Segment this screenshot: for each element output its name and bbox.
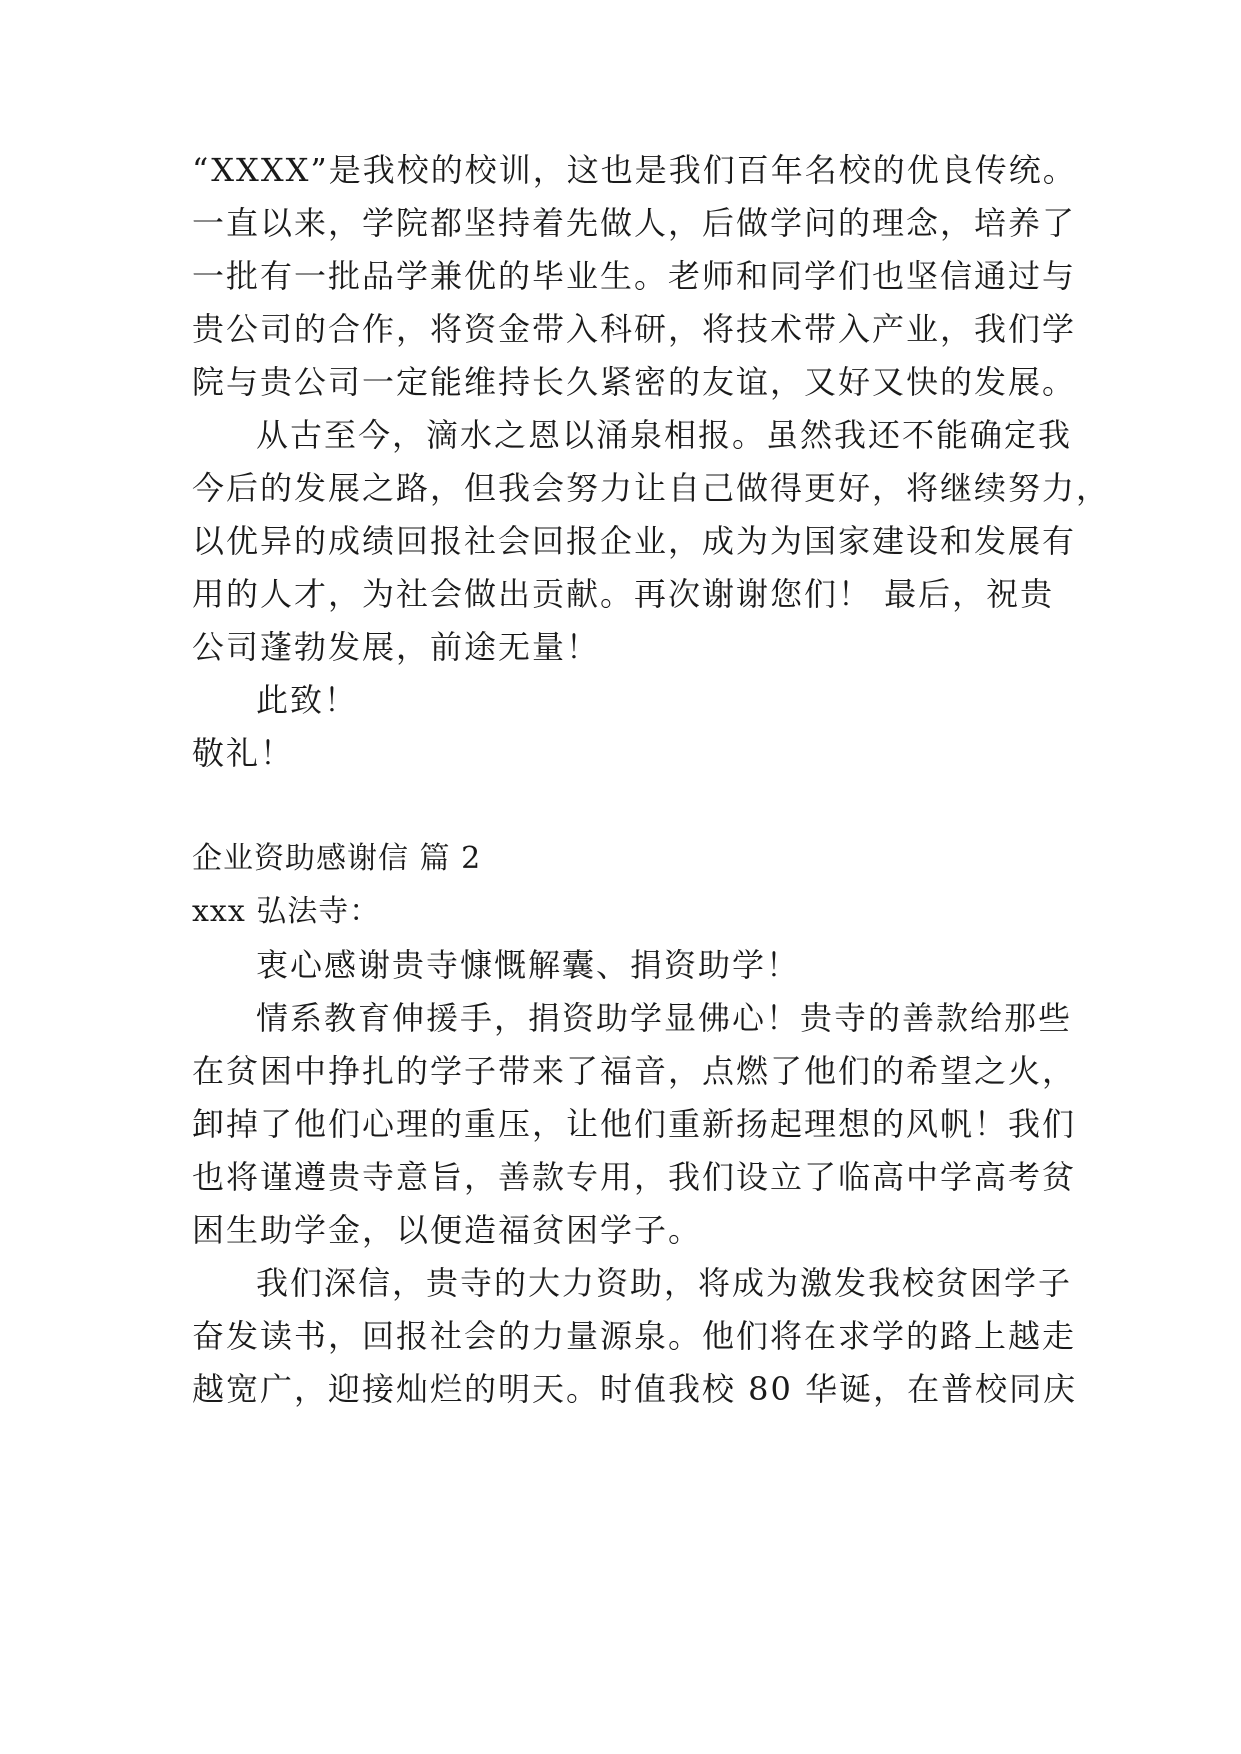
text-line: 我们深信，贵寺的大力资助，将成为激发我校贫困学子 (256, 1264, 1073, 1302)
text-line: 公司蓬勃发展，前途无量！ (192, 628, 601, 666)
section-title: 企业资助感谢信 篇 2 (192, 841, 482, 876)
text-line: 院与贵公司一定能维持长久紧密的友谊，又好又快的发展。 (192, 363, 1077, 401)
text-line: 越宽广，迎接灿烂的明天。时值我校 80 华诞，在普校同庆 (192, 1370, 1078, 1408)
text-line: 卸掉了他们心理的重压，让他们重新扬起理想的风帆！我们 (192, 1105, 1077, 1143)
text-line: 在贫困中挣扎的学子带来了福音，点燃了他们的希望之火， (192, 1052, 1077, 1090)
text-line: 情系教育伸援手，捐资助学显佛心！贵寺的善款给那些 (256, 999, 1073, 1037)
text-line: 衷心感谢贵寺慷慨解囊、捐资助学！ (256, 946, 801, 984)
closing-greeting: 此致！ (256, 681, 359, 719)
text-line: 以优异的成绩回报社会回报企业，成为为国家建设和发展有 (192, 522, 1077, 560)
text-line: 困生助学金，以便造福贫困学子。 (192, 1211, 703, 1249)
text-line: 一批有一批品学兼优的毕业生。老师和同学们也坚信通过与 (192, 257, 1077, 295)
text-line: 一直以来，学院都坚持着先做人，后做学问的理念，培养了 (192, 204, 1077, 242)
text-line: 用的人才，为社会做出贡献。再次谢谢您们！ 最后，祝贵 (192, 575, 1055, 613)
text-line: 也将谨遵贵寺意旨，善款专用，我们设立了临高中学高考贫 (192, 1158, 1077, 1196)
text-line: “XXXX”是我校的校训，这也是我们百年名校的优良传统。 (192, 151, 1077, 189)
text-line: 奋发读书，回报社会的力量源泉。他们将在求学的路上越走 (192, 1317, 1077, 1355)
text-line: 贵公司的合作，将资金带入科研，将技术带入产业，我们学 (192, 310, 1077, 348)
salutation: xxx 弘法寺： (192, 894, 381, 929)
text-line: 从古至今，滴水之恩以涌泉相报。虽然我还不能确定我 (256, 416, 1073, 454)
closing-regards: 敬礼！ (192, 734, 295, 772)
text-line: 今后的发展之路，但我会努力让自己做得更好，将继续努力， (192, 469, 1111, 507)
